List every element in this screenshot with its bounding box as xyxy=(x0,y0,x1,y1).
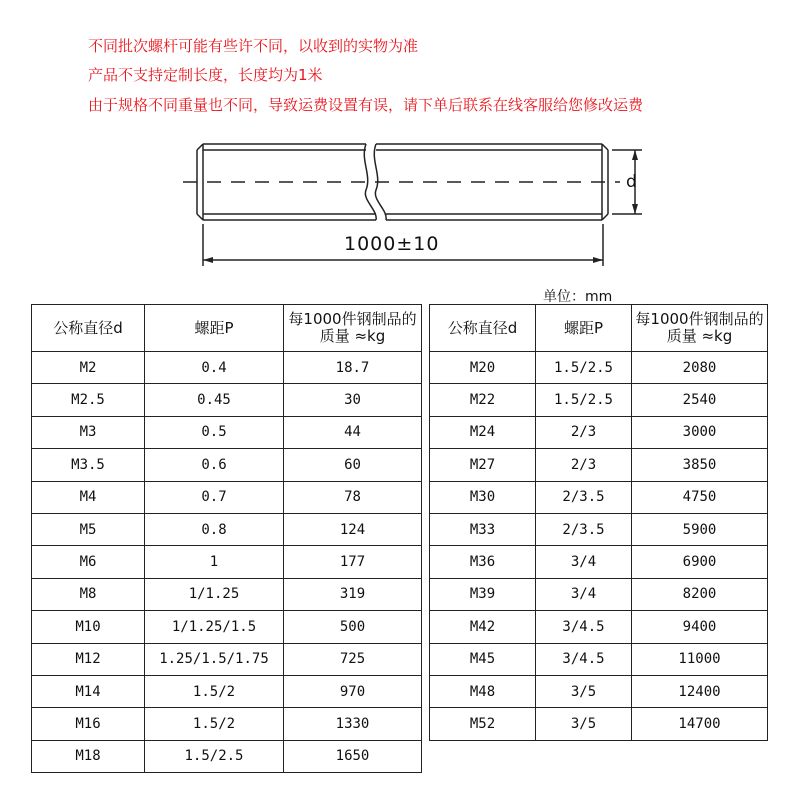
notice-batch-variation: 不同批次螺杆可能有些许不同，以收到的实物为准 xyxy=(88,37,419,55)
header-pitch: 螺距P xyxy=(145,305,284,352)
table-row xyxy=(32,513,422,545)
table-row xyxy=(430,481,768,513)
header-nominal-diameter: 公称直径d xyxy=(430,305,536,352)
cell-mass: 3000 xyxy=(632,416,768,448)
cell-mass: 11000 xyxy=(632,643,768,675)
table-row xyxy=(32,352,422,384)
table-row xyxy=(430,643,768,675)
cell-nominal-diameter: M5 xyxy=(32,513,145,545)
cell-mass: 177 xyxy=(284,546,422,578)
cell-mass: 8200 xyxy=(632,578,768,610)
cell-pitch: 1.5/2.5 xyxy=(145,740,284,772)
table-row xyxy=(430,513,768,545)
cell-nominal-diameter: M12 xyxy=(32,643,145,675)
cell-nominal-diameter: M3.5 xyxy=(32,449,145,481)
cell-mass: 2080 xyxy=(632,352,768,384)
cell-pitch: 3/4.5 xyxy=(536,611,632,643)
table-row xyxy=(430,546,768,578)
cell-nominal-diameter: M16 xyxy=(32,708,145,740)
cell-pitch: 1/1.25/1.5 xyxy=(145,611,284,643)
cell-nominal-diameter: M6 xyxy=(32,546,145,578)
cell-mass: 5900 xyxy=(632,513,768,545)
spec-table-right xyxy=(429,304,768,741)
diameter-dimension-label: d xyxy=(626,172,637,192)
cell-pitch: 3/4 xyxy=(536,578,632,610)
cell-mass: 3850 xyxy=(632,449,768,481)
cell-nominal-diameter: M48 xyxy=(430,675,536,707)
cell-nominal-diameter: M42 xyxy=(430,611,536,643)
cell-nominal-diameter: M10 xyxy=(32,611,145,643)
table-row xyxy=(430,352,768,384)
cell-nominal-diameter: M33 xyxy=(430,513,536,545)
cell-pitch: 1.5/2.5 xyxy=(536,352,632,384)
table-row xyxy=(430,384,768,416)
table-row xyxy=(32,578,422,610)
cell-pitch: 0.7 xyxy=(145,481,284,513)
cell-pitch: 1.5/2.5 xyxy=(536,384,632,416)
table-row xyxy=(430,578,768,610)
cell-mass: 18.7 xyxy=(284,352,422,384)
table-row xyxy=(32,643,422,675)
cell-mass: 78 xyxy=(284,481,422,513)
cell-nominal-diameter: M27 xyxy=(430,449,536,481)
table-row xyxy=(430,675,768,707)
cell-nominal-diameter: M45 xyxy=(430,643,536,675)
cell-mass: 2540 xyxy=(632,384,768,416)
cell-nominal-diameter: M2 xyxy=(32,352,145,384)
spec-table-left xyxy=(31,304,422,773)
cell-pitch: 3/5 xyxy=(536,708,632,740)
cell-pitch: 1.25/1.5/1.75 xyxy=(145,643,284,675)
cell-nominal-diameter: M36 xyxy=(430,546,536,578)
cell-pitch: 2/3.5 xyxy=(536,481,632,513)
cell-nominal-diameter: M52 xyxy=(430,708,536,740)
table-row xyxy=(430,708,768,740)
cell-mass: 60 xyxy=(284,449,422,481)
cell-pitch: 1/1.25 xyxy=(145,578,284,610)
notice-fixed-length: 产品不支持定制长度，长度均为1米 xyxy=(88,66,323,84)
table-row xyxy=(32,546,422,578)
cell-mass: 1330 xyxy=(284,708,422,740)
cell-pitch: 3/4 xyxy=(536,546,632,578)
table-row xyxy=(430,416,768,448)
cell-pitch: 2/3 xyxy=(536,449,632,481)
cell-mass: 1650 xyxy=(284,740,422,772)
cell-mass: 44 xyxy=(284,416,422,448)
cell-pitch: 0.45 xyxy=(145,384,284,416)
cell-nominal-diameter: M22 xyxy=(430,384,536,416)
cell-nominal-diameter: M24 xyxy=(430,416,536,448)
cell-pitch: 1.5/2 xyxy=(145,675,284,707)
cell-mass: 30 xyxy=(284,384,422,416)
cell-nominal-diameter: M39 xyxy=(430,578,536,610)
table-row xyxy=(32,416,422,448)
cell-nominal-diameter: M20 xyxy=(430,352,536,384)
cell-nominal-diameter: M2.5 xyxy=(32,384,145,416)
cell-nominal-diameter: M30 xyxy=(430,481,536,513)
table-row xyxy=(32,481,422,513)
length-dimension-label: 1000±10 xyxy=(344,233,440,255)
cell-pitch: 0.4 xyxy=(145,352,284,384)
cell-nominal-diameter: M18 xyxy=(32,740,145,772)
header-nominal-diameter: 公称直径d xyxy=(32,305,145,352)
notice-shipping-fee: 由于规格不同重量也不同，导致运费设置有误，请下单后联系在线客服给您修改运费 xyxy=(88,96,644,114)
header-mass: 每1000件钢制品的质量 ≈kg xyxy=(284,305,422,352)
cell-mass: 6900 xyxy=(632,546,768,578)
cell-nominal-diameter: M14 xyxy=(32,675,145,707)
cell-pitch: 0.6 xyxy=(145,449,284,481)
cell-pitch: 0.5 xyxy=(145,416,284,448)
cell-nominal-diameter: M3 xyxy=(32,416,145,448)
cell-pitch: 2/3 xyxy=(536,416,632,448)
cell-nominal-diameter: M8 xyxy=(32,578,145,610)
cell-mass: 319 xyxy=(284,578,422,610)
cell-mass: 500 xyxy=(284,611,422,643)
cell-mass: 12400 xyxy=(632,675,768,707)
table-row xyxy=(32,384,422,416)
table-row xyxy=(430,611,768,643)
cell-pitch: 3/5 xyxy=(536,675,632,707)
cell-pitch: 3/4.5 xyxy=(536,643,632,675)
table-row xyxy=(32,740,422,772)
table-row xyxy=(32,611,422,643)
cell-mass: 9400 xyxy=(632,611,768,643)
header-pitch: 螺距P xyxy=(536,305,632,352)
cell-mass: 4750 xyxy=(632,481,768,513)
table-row xyxy=(32,675,422,707)
cell-mass: 124 xyxy=(284,513,422,545)
table-row xyxy=(32,708,422,740)
cell-pitch: 1 xyxy=(145,546,284,578)
table-row xyxy=(430,449,768,481)
cell-mass: 725 xyxy=(284,643,422,675)
cell-pitch: 2/3.5 xyxy=(536,513,632,545)
cell-mass: 970 xyxy=(284,675,422,707)
cell-pitch: 0.8 xyxy=(145,513,284,545)
cell-pitch: 1.5/2 xyxy=(145,708,284,740)
unit-label: 单位：mm xyxy=(543,289,613,305)
header-mass: 每1000件钢制品的质量 ≈kg xyxy=(632,305,768,352)
cell-nominal-diameter: M4 xyxy=(32,481,145,513)
cell-mass: 14700 xyxy=(632,708,768,740)
table-row xyxy=(32,449,422,481)
